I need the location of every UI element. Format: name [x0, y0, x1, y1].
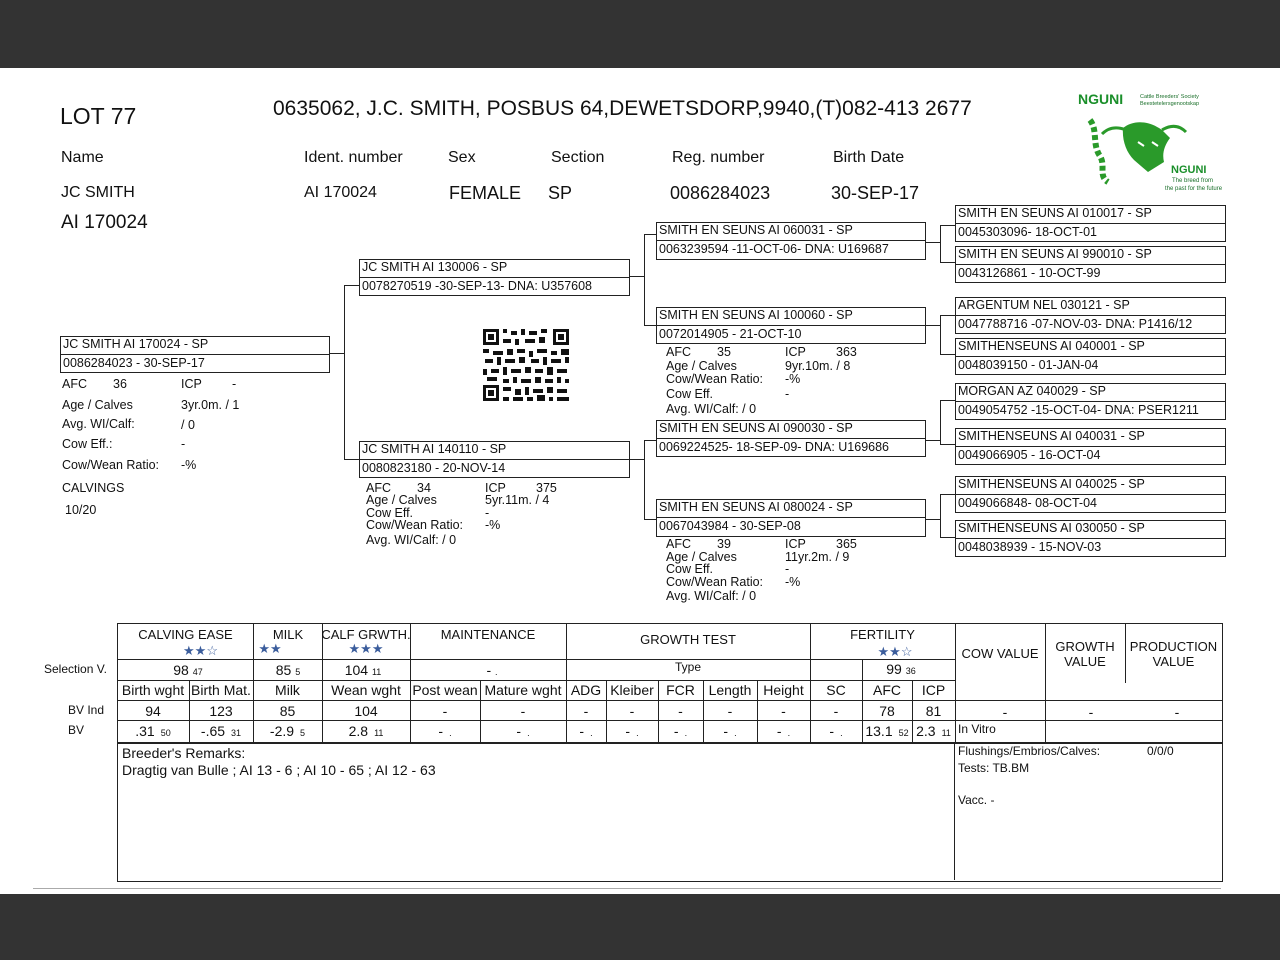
bv-cell-9: - . — [723, 723, 737, 739]
sel-type: Type — [674, 660, 701, 674]
gp2-icp-value: 363 — [836, 345, 857, 359]
animal-birth: 30-SEP-17 — [831, 183, 920, 203]
ggp-box-8 — [955, 520, 1226, 557]
header-calf-growth: CALF GRWTH. — [321, 627, 411, 642]
ggp2-line1: SMITH EN SEUNS AI 990010 - SP — [958, 247, 1152, 261]
gp2-ratio-value: -% — [785, 372, 801, 386]
dam-wi: Avg. WI/Calf: / 0 — [366, 533, 457, 547]
bottom-bar — [0, 894, 1280, 960]
bv-ind-cell-3: 104 — [354, 703, 378, 719]
vacc-text: Vacc. - — [958, 793, 995, 807]
bv-cell-11: - . — [829, 723, 843, 739]
bv-ind-cell-11: - — [833, 703, 839, 719]
ggp7-line2: 0049066848- 08-OCT-04 — [958, 496, 1097, 510]
ggp8-line1: SMITHENSEUNS AI 030050 - SP — [958, 521, 1145, 535]
gp-box-1 — [656, 222, 926, 260]
bv-ind-cell-6: - — [583, 703, 589, 719]
remarks-title: Breeder's Remarks: — [122, 745, 246, 761]
gp2-age-value: 9yr.10m. / 8 — [785, 359, 851, 373]
subject-ratio-value: -% — [181, 458, 197, 472]
row-label-bv-ind: BV Ind — [68, 703, 105, 717]
flushings-label: Flushings/Embrios/Calves: — [958, 744, 1101, 758]
subject-ratio-label: Cow/Wean Ratio: — [62, 458, 160, 472]
gp2-eff-label: Cow Eff. — [666, 387, 714, 401]
dam-age-value: 5yr.11m. / 4 — [485, 493, 550, 507]
gp2-afc-value: 35 — [717, 345, 731, 359]
dam-eff-value: - — [485, 506, 490, 520]
ggp8-line2: 0048038939 - 15-NOV-03 — [958, 540, 1102, 554]
gp4-age-value: 11yr.2m. / 9 — [785, 550, 850, 564]
subject-calvings-value: 10/20 — [65, 503, 97, 517]
bv-cell-13: 2.3 11 — [916, 723, 951, 739]
bv-cell-2: -2.9 5 — [269, 723, 306, 739]
gp1-line1: SMITH EN SEUNS AI 060031 - SP — [659, 223, 853, 237]
bv-ind-cell-12: 78 — [879, 703, 895, 719]
bv-ind-cell-0: 94 — [145, 703, 161, 719]
ggp6-line1: SMITHENSEUNS AI 040031 - SP — [958, 429, 1145, 443]
bvind-cow-value: - — [1002, 704, 1008, 720]
subject-eff-label: Cow Eff.: — [62, 437, 113, 451]
column-header-3: Wean wght — [331, 682, 401, 698]
gp2-line2: 0072014905 - 21-OCT-10 — [659, 327, 802, 341]
ggp2-line2: 0043126861 - 10-OCT-99 — [958, 266, 1101, 280]
bv-cell-1: -.65 31 — [200, 723, 242, 739]
bv-ind-cell-8: - — [678, 703, 683, 719]
row-label-bv: BV — [68, 723, 85, 737]
column-header-0: Birth wght — [121, 682, 185, 698]
header-production-value-1: PRODUCTION — [1129, 639, 1218, 654]
column-header-10: Height — [763, 682, 804, 698]
column-header-5: Mature wght — [484, 682, 562, 698]
logo-title: NGUNI — [1078, 91, 1124, 107]
column-header-12: AFC — [873, 682, 901, 698]
subject-calvings-label: CALVINGS — [62, 481, 125, 495]
logo-tagline-1: Cattle Breeders' Society — [1140, 94, 1199, 100]
animal-ident-large: AI 170024 — [61, 212, 148, 233]
label-name: Name — [61, 149, 104, 166]
milk-stars-icon: ★★ — [258, 641, 282, 656]
flushings-value: 0/0/0 — [1147, 744, 1174, 758]
gp4-ratio-value: -% — [785, 575, 801, 589]
subject-icp-value: - — [232, 377, 237, 391]
bv-ind-cell-9: - — [727, 703, 733, 719]
gp2-icp-label: ICP — [785, 345, 806, 359]
top-bar — [0, 0, 1280, 68]
header-growth-value-2: VALUE — [1064, 654, 1106, 669]
ggp4-line1: SMITHENSEUNS AI 040001 - SP — [958, 339, 1145, 353]
bv-cell-4: - . — [438, 723, 452, 739]
label-reg: Reg. number — [672, 149, 765, 166]
breeder-line: 0635062, J.C. SMITH, POSBUS 64,DEWETSDORP,9940,(T)082-413 2677 — [273, 97, 972, 120]
logo-tagline-2: Beestetelersgenootskap — [1140, 101, 1200, 107]
gp4-afc-value: 39 — [717, 537, 731, 551]
ggp-box-4 — [955, 338, 1226, 375]
label-section: Section — [551, 149, 605, 166]
animal-sex: FEMALE — [449, 183, 522, 203]
lot-number: LOT 77 — [60, 103, 137, 129]
header-production-value-2: VALUE — [1152, 654, 1195, 669]
ggp1-line2: 0045303096- 18-OCT-01 — [958, 225, 1097, 239]
tests-text: Tests: TB.BM — [958, 761, 1030, 775]
gp4-wi: Avg. WI/Calf: / 0 — [666, 589, 757, 603]
header-fertility: FERTILITY — [850, 627, 915, 642]
bv-ind-cell-10: - — [781, 703, 786, 719]
label-ident: Ident. number — [304, 149, 403, 166]
gp4-eff-value: - — [785, 562, 790, 576]
bv-cell-12: 13.1 52 — [865, 723, 909, 739]
gp3-line2: 0069224525- 18-SEP-09- DNA: U169686 — [659, 440, 890, 454]
logo-motto-2: the past for the future — [1165, 186, 1223, 192]
dam-box — [359, 441, 630, 478]
gp4-ratio-label: Cow/Wean Ratio: — [666, 575, 764, 589]
sel-fertility: 99 36 — [886, 661, 916, 677]
animal-ident: AI 170024 — [304, 184, 377, 201]
column-header-13: ICP — [921, 682, 946, 698]
subject-line1: JC SMITH AI 170024 - SP — [63, 337, 209, 351]
ggp-box-1 — [955, 205, 1226, 242]
bv-ind-cell-4: - — [442, 703, 448, 719]
column-header-9: Length — [708, 682, 752, 698]
gp2-wi: Avg. WI/Calf: / 0 — [666, 402, 757, 416]
bv-cell-7: - . — [625, 723, 639, 739]
sire-line1: JC SMITH AI 130006 - SP — [362, 260, 508, 274]
calving-ease-stars-icon: ★★☆ — [183, 643, 218, 658]
column-header-4: Post wean — [412, 682, 478, 698]
dam-icp-label: ICP — [485, 481, 506, 495]
dam-line1: JC SMITH AI 140110 - SP — [362, 442, 507, 456]
dam-ratio-value: -% — [485, 518, 501, 532]
animal-name: JC SMITH — [61, 184, 135, 201]
logo-motto-1: The breed from — [1172, 178, 1214, 184]
bv-ind-cell-5: - — [520, 703, 526, 719]
subject-wi-value: / 0 — [181, 418, 195, 432]
remarks-text: Dragtig van Bulle ; AI 13 - 6 ; AI 10 - 65 ; AI 12 - 63 — [122, 762, 436, 778]
header-maintenance: MAINTENANCE — [440, 627, 536, 642]
gp-box-4 — [656, 499, 926, 537]
qr-code-icon — [481, 327, 571, 403]
column-header-6: ADG — [570, 682, 602, 698]
ggp5-line1: MORGAN AZ 040029 - SP — [958, 384, 1106, 398]
ggp5-line2: 0049054752 -15-OCT-04- DNA: PSER1211 — [958, 403, 1199, 417]
bvind-production-value: - — [1174, 704, 1180, 720]
bv-ind-cell-2: 85 — [279, 703, 296, 719]
dam-eff-label: Cow Eff. — [366, 506, 414, 520]
header-cow-value: COW VALUE — [961, 646, 1039, 661]
gp4-icp-value: 365 — [836, 537, 857, 551]
bv-cell-8: - . — [673, 723, 688, 739]
label-sex: Sex — [448, 149, 476, 166]
dam-line2: 0080823180 - 20-NOV-14 — [362, 461, 506, 475]
gp3-line1: SMITH EN SEUNS AI 090030 - SP — [659, 421, 853, 435]
ggp-box-3 — [955, 297, 1226, 334]
ggp3-line1: ARGENTUM NEL 030121 - SP — [958, 298, 1130, 312]
ggp-box-5 — [955, 383, 1226, 420]
gp4-eff-label: Cow Eff. — [666, 562, 714, 576]
dam-afc-value: 34 — [417, 481, 431, 495]
sire-box — [359, 259, 630, 296]
header-milk: MILK — [272, 627, 304, 642]
bv-cell-3: 2.8 11 — [348, 723, 384, 739]
animal-reg: 0086284023 — [670, 183, 771, 203]
logo-badge: NGUNI — [1171, 164, 1207, 176]
column-header-8: FCR — [666, 682, 695, 698]
ggp4-line2: 0048039150 - 01-JAN-04 — [958, 358, 1099, 372]
bvind-growth-value: - — [1088, 704, 1094, 720]
ggp6-line2: 0049066905 - 16-OCT-04 — [958, 448, 1101, 462]
gp-box-3 — [656, 420, 926, 457]
ggp7-line1: SMITHENSEUNS AI 040025 - SP — [958, 477, 1145, 491]
dam-age-label: Age / Calves — [366, 493, 437, 507]
row-label-selection: Selection V. — [44, 662, 107, 676]
bv-ind-cell-13: 81 — [925, 703, 942, 719]
label-birth: Birth Date — [833, 149, 905, 166]
nguni-logo — [1078, 90, 1223, 195]
ggp1-line1: SMITH EN SEUNS AI 010017 - SP — [958, 206, 1152, 220]
header-growth-test: GROWTH TEST — [640, 632, 736, 647]
sel-calf-growth: 104 11 — [344, 662, 382, 678]
gp2-eff-value: - — [785, 387, 790, 401]
ggp-box-2 — [955, 246, 1226, 283]
bv-cell-0: .31 50 — [135, 723, 171, 739]
in-vitro-label: In Vitro — [958, 722, 996, 736]
subject-eff-value: - — [181, 437, 186, 451]
bv-cell-5: - . — [516, 723, 530, 739]
gp4-icp-label: ICP — [785, 537, 806, 551]
header-calving-ease: CALVING EASE — [138, 627, 233, 642]
column-header-7: Kleiber — [610, 682, 654, 698]
dam-icp-value: 375 — [536, 481, 557, 495]
subject-age-value: 3yr.0m. / 1 — [181, 398, 240, 412]
subject-wi-label: Avg. WI/Calf: — [62, 417, 135, 431]
column-header-2: Milk — [275, 682, 300, 698]
dam-afc-label: AFC — [366, 481, 391, 495]
sel-maintenance: - . — [486, 662, 498, 678]
ggp-box-6 — [955, 428, 1226, 465]
subject-afc-label: AFC — [62, 377, 87, 391]
sel-calving: 98 47 — [173, 662, 203, 678]
gp4-age-label: Age / Calves — [666, 550, 737, 564]
sel-milk: 85 5 — [275, 662, 301, 678]
gp2-ratio-label: Cow/Wean Ratio: — [666, 372, 764, 386]
subject-line2: 0086284023 - 30-SEP-17 — [63, 356, 205, 370]
bv-ind-cell-1: 123 — [209, 703, 233, 719]
column-header-11: SC — [826, 682, 846, 698]
gp-box-2 — [656, 307, 926, 344]
gp2-age-label: Age / Calves — [666, 359, 737, 373]
calf-growth-stars-icon: ★★★ — [348, 641, 384, 656]
gp1-line2: 0063239594 -11-OCT-06- DNA: U169687 — [659, 242, 889, 256]
subject-box — [60, 336, 330, 373]
ggp-box-7 — [955, 476, 1226, 513]
subject-afc-value: 36 — [113, 377, 127, 391]
sire-line2: 0078270519 -30-SEP-13- DNA: U357608 — [362, 279, 593, 293]
bv-ind-cell-7: - — [629, 703, 635, 719]
bv-cell-6: - . — [579, 723, 593, 739]
gp2-afc-label: AFC — [666, 345, 691, 359]
dam-ratio-label: Cow/Wean Ratio: — [366, 518, 464, 532]
header-growth-value-1: GROWTH — [1055, 639, 1115, 654]
column-header-1: Birth Mat. — [191, 682, 251, 698]
animal-section: SP — [548, 183, 573, 203]
subject-age-label: Age / Calves — [62, 398, 133, 412]
ggp3-line2: 0047788716 -07-NOV-03- DNA: P1416/12 — [958, 317, 1193, 331]
gp4-line2: 0067043984 - 30-SEP-08 — [659, 519, 801, 533]
subject-icp-label: ICP — [181, 377, 202, 391]
gp4-afc-label: AFC — [666, 537, 691, 551]
bv-cell-10: - . — [776, 723, 791, 739]
gp2-line1: SMITH EN SEUNS AI 100060 - SP — [659, 308, 853, 322]
gp4-line1: SMITH EN SEUNS AI 080024 - SP — [659, 500, 853, 514]
fertility-stars-icon: ★★☆ — [877, 644, 913, 659]
